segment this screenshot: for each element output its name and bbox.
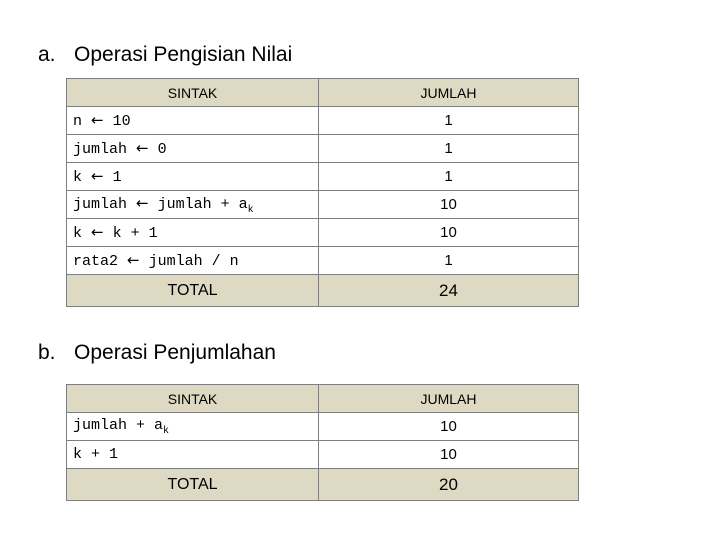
sintak-cell <box>67 107 319 135</box>
jumlah-cell: 1 <box>319 107 579 135</box>
sintak-cell <box>67 163 319 191</box>
assign-arrow-icon: ← <box>136 193 149 212</box>
jumlah-cell: 10 <box>319 219 579 247</box>
lhs: rata2 <box>73 253 119 270</box>
jumlah-cell: 1 <box>319 247 579 275</box>
section-a-letter: a. <box>38 43 56 66</box>
section-a-heading <box>38 43 292 67</box>
section-a-table <box>66 78 579 307</box>
expr: jumlah + a <box>73 416 164 434</box>
table-header-row <box>67 385 579 413</box>
table-row <box>67 135 579 163</box>
sintak-cell <box>67 441 319 469</box>
rhs: 1 <box>103 169 122 186</box>
total-label: TOTAL <box>67 275 319 307</box>
section-b-table <box>66 384 579 501</box>
rhs: 10 <box>103 113 131 130</box>
jumlah-cell: 1 <box>319 163 579 191</box>
sintak-cell <box>67 219 319 247</box>
table-row <box>67 163 579 191</box>
table-header-row <box>67 79 579 107</box>
rhs: k + 1 <box>103 225 158 242</box>
lhs: jumlah <box>73 195 128 213</box>
total-row <box>67 469 579 501</box>
table-row <box>67 107 579 135</box>
lhs: jumlah <box>73 141 128 158</box>
total-value: 24 <box>319 275 579 307</box>
header-jumlah: JUMLAH <box>319 385 579 413</box>
assign-arrow-icon: ← <box>136 139 149 157</box>
section-b-letter: b. <box>38 341 56 364</box>
header-sintak: SINTAK <box>67 385 319 413</box>
subscript: k <box>163 425 170 437</box>
jumlah-cell: 10 <box>319 413 579 441</box>
total-value: 20 <box>319 469 579 501</box>
assign-arrow-icon: ← <box>127 251 140 269</box>
subscript: k <box>247 204 254 216</box>
section-b-heading <box>38 341 276 365</box>
jumlah-cell: 10 <box>319 191 579 219</box>
sintak-cell <box>67 135 319 163</box>
section-b-title: Operasi Penjumlahan <box>74 341 276 364</box>
total-row <box>67 275 579 307</box>
total-label: TOTAL <box>67 469 319 501</box>
table-row <box>67 413 579 441</box>
assign-arrow-icon: ← <box>91 223 104 241</box>
assign-arrow-icon: ← <box>91 111 104 129</box>
table-row <box>67 219 579 247</box>
jumlah-cell: 10 <box>319 441 579 469</box>
section-a-title: Operasi Pengisian Nilai <box>74 43 293 66</box>
table-row <box>67 191 579 219</box>
sintak-cell <box>67 413 319 441</box>
lhs: n <box>73 113 83 130</box>
header-sintak: SINTAK <box>67 79 319 107</box>
jumlah-cell: 1 <box>319 135 579 163</box>
rhs: 0 <box>148 141 167 158</box>
lhs: k <box>73 169 83 186</box>
lhs: k <box>73 225 83 242</box>
header-jumlah: JUMLAH <box>319 79 579 107</box>
assign-arrow-icon: ← <box>91 167 104 185</box>
rhs: jumlah + a <box>148 195 248 213</box>
sintak-cell <box>67 191 319 219</box>
table-row <box>67 247 579 275</box>
rhs: jumlah / n <box>139 253 239 270</box>
sintak-cell <box>67 247 319 275</box>
expr: k + 1 <box>73 446 119 463</box>
table-row <box>67 441 579 469</box>
